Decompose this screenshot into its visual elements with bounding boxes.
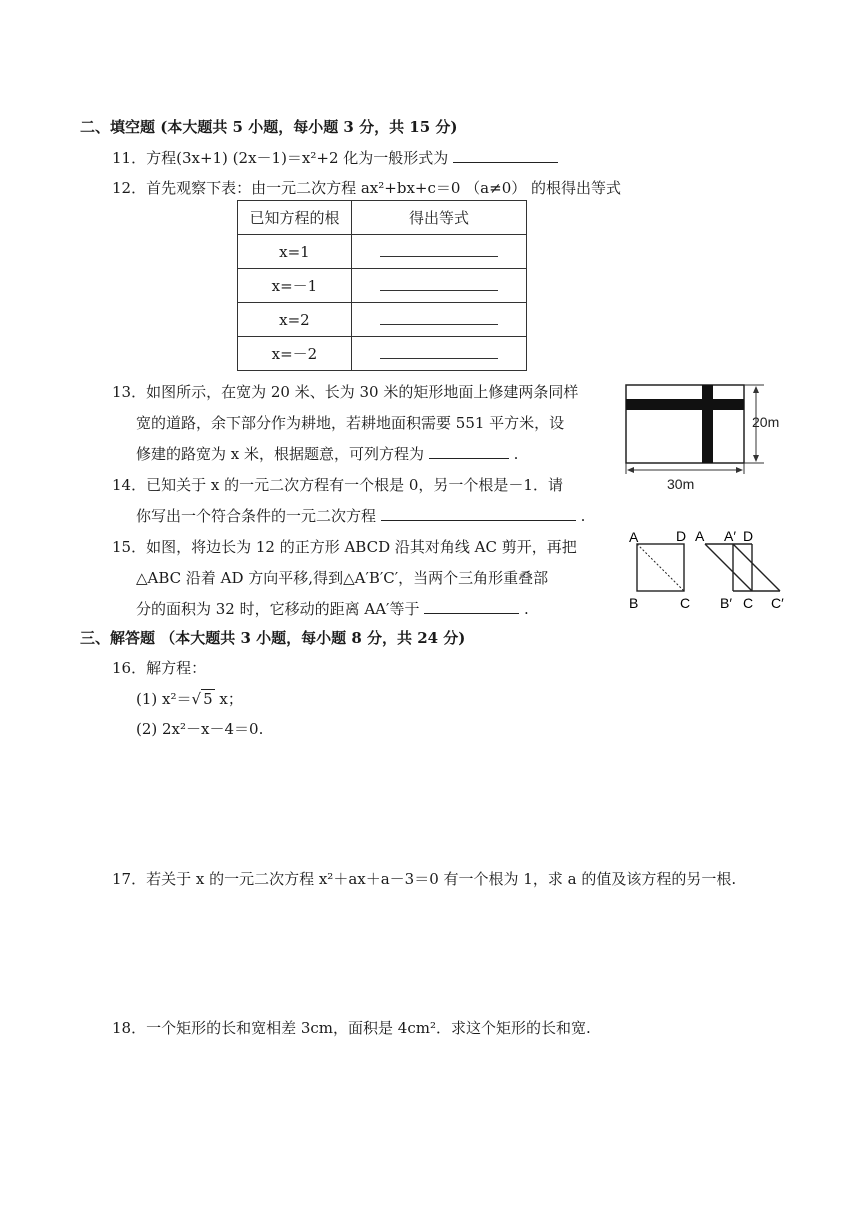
table-row [238,269,527,303]
table-header-row [238,201,527,235]
question-13-line3-text: 修建的路宽为 x 米，根据题意，可列方程为 [136,445,424,463]
question-13-line1: 13．如图所示，在宽为 20 米、长为 30 米的矩形地面上修建两条同样 [112,383,579,401]
triangle-acd [705,544,752,591]
question-14-line2 [136,505,585,526]
question-13-line2: 宽的道路，余下部分作为耕地，若耕地面积需要 551 平方米，设 [136,414,565,432]
question-16-part2: (2) 2x²－x－4＝0. [136,720,264,738]
radicand: 5 [203,690,213,708]
period: . [513,445,519,463]
table-header-root: 已知方程的根 [238,201,352,235]
question-14-line2-text: 你写出一个符合条件的一元二次方程 [136,507,377,525]
label-c-prime: C′ [771,595,784,611]
question-15-line3 [136,598,529,619]
horizontal-road [626,399,744,410]
sqrt-symbol: √ [191,690,202,708]
table-row [238,303,527,337]
part1-suffix: x； [214,690,243,708]
width-label: 20m [752,414,780,430]
table-cell-answer[interactable] [351,235,526,269]
answer-blank-13[interactable] [429,444,509,459]
table-cell-root: x=2 [238,303,352,337]
question-11-text: 11．方程(3x+1) (2x－1)＝x²+2 化为一般形式为 [112,149,449,167]
road-field-figure [620,378,790,493]
period: . [580,507,586,525]
label-b-prime: B′ [720,595,732,611]
roots-table [237,200,527,371]
label-b: B [629,595,639,611]
table-cell-answer[interactable] [351,303,526,337]
table-cell-answer[interactable] [351,269,526,303]
label-c2: C [743,595,754,611]
question-16-part1 [136,688,243,709]
field-rectangle [626,385,744,463]
label-a-prime: A′ [724,528,736,544]
table-row [238,235,527,269]
label-d2: D [743,528,754,544]
square-translation-figure [625,526,795,616]
question-12-text: 12．首先观察下表：由一元二次方程 ax²+bx+c＝0 （a≠0） 的根得出等式 [112,179,622,197]
label-a: A [629,529,639,545]
table-cell-root: x=1 [238,235,352,269]
question-14-line1: 14．已知关于 x 的一元二次方程有一个根是 0，另一个根是－1．请 [112,476,563,494]
section3-header: 三、解答题 （本大题共 3 小题，每小题 8 分，共 24 分) [80,629,466,647]
table-cell-root: x=－2 [238,337,352,371]
label-c: C [680,595,691,611]
table-cell-answer[interactable] [351,337,526,371]
part1-prefix: (1) x²＝ [136,690,192,708]
question-11 [112,147,558,168]
diagonal-ac [637,544,684,591]
question-15-line2: △ABC 沿着 AD 方向平移,得到△A′B′C′，当两个三角形重叠部 [136,569,549,587]
length-label: 30m [667,476,695,492]
label-d: D [676,528,687,544]
answer-blank-11[interactable] [453,148,558,163]
question-17-text: 17．若关于 x 的一元二次方程 x²＋ax＋a－3＝0 有一个根为 1，求 a 的值及该方程的另一根. [112,870,737,888]
table-cell-root: x=－1 [238,269,352,303]
answer-blank-15[interactable] [424,599,519,614]
vertical-road [702,385,713,463]
question-16-title: 16．解方程： [112,659,207,677]
period: . [524,600,529,618]
table-header-equation: 得出等式 [351,201,526,235]
answer-blank-14[interactable] [381,506,576,521]
question-15-line1: 15．如图，将边长为 12 的正方形 ABCD 沿其对角线 AC 剪开，再把 [112,538,577,556]
question-18-text: 18．一个矩形的长和宽相差 3cm，面积是 4cm²．求这个矩形的长和宽. [112,1019,591,1037]
question-15-line3-text: 分的面积为 32 时，它移动的距离 AA′等于 [136,600,420,618]
section2-header: 二、填空题 (本大题共 5 小题，每小题 3 分，共 15 分) [80,118,458,136]
question-13-line3 [136,443,518,464]
table-row [238,337,527,371]
label-a2: A [695,528,705,544]
